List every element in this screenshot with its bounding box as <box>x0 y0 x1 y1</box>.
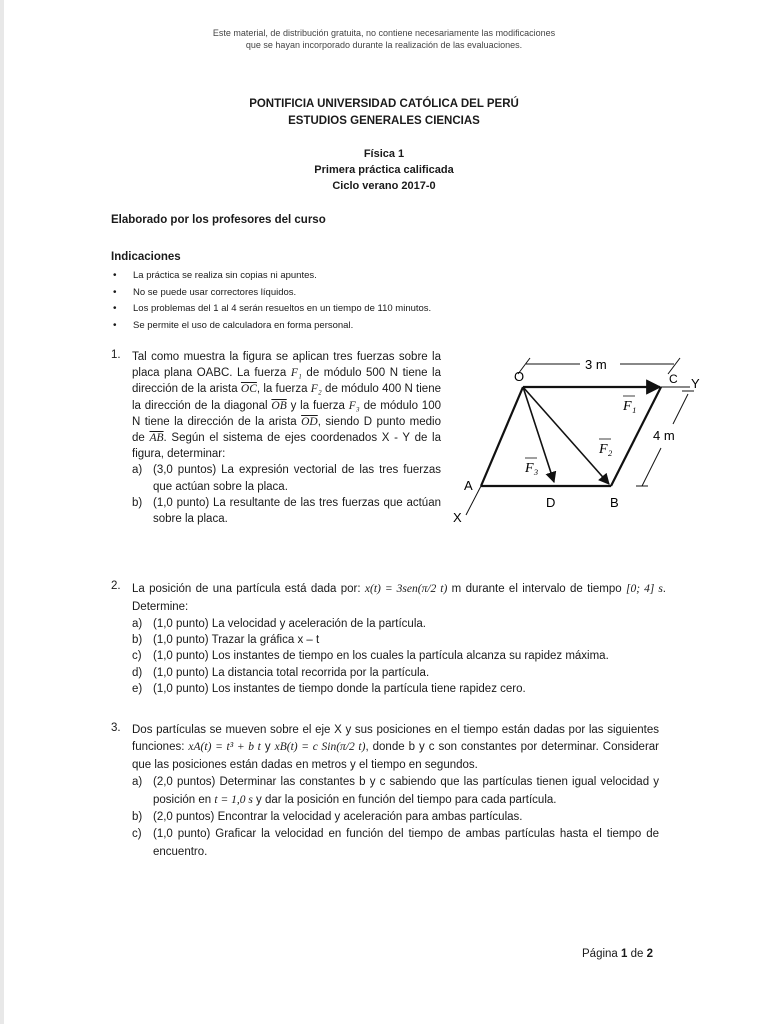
subitem <box>132 648 666 664</box>
subitem-text: (1,0 punto) La resultante de las tres fuerzas que actúan sobre la placa. <box>153 496 441 526</box>
subitem-label: b) <box>132 634 143 647</box>
statement-text: , la fuerza <box>256 383 311 396</box>
subitem-label: b) <box>132 496 143 509</box>
problem-1-subitems <box>132 462 441 527</box>
segment-ab: $\overline{AB}$ <box>149 432 164 445</box>
subitem-text: (1,0 punto) La distancia total recorrida por la partícula. <box>153 666 430 679</box>
problem-number: 1. <box>111 349 121 361</box>
problem-2 <box>111 580 666 697</box>
subitem-text: (2,0 puntos) Encontrar la velocidad y aceleración para ambas partículas. <box>153 811 523 824</box>
statement-text: La posición de una partícula está dada por: <box>132 583 365 595</box>
time-value: t = 1,0 s <box>214 793 253 806</box>
label-c: C <box>669 372 678 386</box>
subitem-text: (1,0 punto) La velocidad y aceleración de la partícula. <box>153 618 426 630</box>
label-f3: F₃ <box>525 461 539 476</box>
problem-2-subitems <box>132 616 666 697</box>
subitem-text: (1,0 punto) Los instantes de tiempo en los cuales la partícula alcanza su rapidez máxima. <box>153 650 609 663</box>
problem-3 <box>111 722 659 861</box>
subitem-label: c) <box>132 828 142 841</box>
equation-xa: xA(t) = t³ + b t <box>188 741 261 754</box>
problem-statement <box>132 580 666 616</box>
instruction-item: • Se permite el uso de calculadora en forma personal. <box>111 318 651 335</box>
edge-oa <box>481 387 523 486</box>
subitem-text: (1,0 punto) Los instantes de tiempo donde la partícula tiene rapidez cero. <box>153 682 526 695</box>
instruction-item: • No se puede usar correctores líquidos. <box>111 285 651 302</box>
studies-name: ESTUDIOS GENERALES CIENCIAS <box>288 115 480 127</box>
problem-number: 2. <box>111 580 121 592</box>
subitem-label: a) <box>132 776 143 789</box>
vector-f3: F₃ <box>348 399 360 412</box>
disclaimer-line-2: que se hayan incorporado durante la realización de las evaluaciones. <box>245 40 523 50</box>
statement-text: de módulo 100 N tiene la dirección de la arista <box>132 399 441 428</box>
statement-text: y la fuerza <box>286 399 349 412</box>
equation-xb: xB(t) = c Sin(π/2 t) <box>274 741 366 754</box>
problem-3-subitems <box>132 774 659 861</box>
subitem-text: y dar la posición en función del tiempo para cada partícula. <box>252 793 557 806</box>
statement-text: y <box>260 741 275 754</box>
subitem-label: c) <box>132 650 142 663</box>
subitem-label: d) <box>132 666 143 679</box>
statement-text: m durante el intervalo de tiempo <box>447 583 626 595</box>
statement-text: . Determine: <box>132 583 666 613</box>
force-plate-figure <box>448 350 708 528</box>
authors-line: Elaborado por los profesores del curso <box>111 214 326 226</box>
vector-f2: F₂ <box>310 383 322 396</box>
instruction-item: • Los problemas del 1 al 4 serán resueltos en un tiempo de 110 minutos. <box>111 301 651 318</box>
vector-ob: $\overline{OB}$ <box>271 399 287 412</box>
subitem-a <box>132 774 659 809</box>
total-pages: 2 <box>646 948 654 960</box>
subitem-label: a) <box>132 464 143 477</box>
subitem <box>132 616 666 632</box>
statement-text: Dos partículas se mueven sobre el eje X y sus posiciones en el tiempo están dadas por las siguientes funciones: <box>132 724 659 754</box>
dim-4m-line-top <box>673 394 688 424</box>
subitem <box>132 681 666 697</box>
university-name: PONTIFICIA UNIVERSIDAD CATÓLICA DEL PERÚ <box>249 98 519 110</box>
subitem <box>132 665 666 681</box>
cycle-name: Ciclo verano 2017-0 <box>332 180 436 192</box>
course-header <box>0 146 768 194</box>
label-o: O <box>514 369 525 384</box>
statement-text: Tal como muestra la figura se aplican tres fuerzas sobre la placa plana OABC. La fuerza <box>132 351 441 380</box>
vector-oc: $\overline{OC}$ <box>240 383 257 396</box>
label-a: A <box>464 478 473 493</box>
subitem-b <box>132 809 659 826</box>
subitem-text: (1,0 punto) Trazar la gráfica x – t <box>153 634 320 647</box>
subitem-text: (2,0 puntos) Determinar las constantes b y c sabiendo que las partículas tienen igual velocidad y posición en <box>153 776 659 806</box>
label-f1: F₁ <box>623 399 637 414</box>
label-b: B <box>610 495 619 510</box>
disclaimer-line-1: Este material, de distribución gratuita, no contiene necesariamente las modificaciones <box>212 28 556 38</box>
disclaimer <box>0 27 768 51</box>
problem-statement <box>132 722 659 774</box>
current-page: 1 <box>621 948 628 960</box>
time-interval: [0; 4] s <box>626 583 663 595</box>
page-footer <box>582 948 653 960</box>
label-f2: F₂ <box>599 442 613 457</box>
footer-middle: de <box>627 948 647 960</box>
instructions-title: Indicaciones <box>111 251 181 263</box>
dimension-4m: 4 m <box>653 428 675 443</box>
subitem-label: b) <box>132 811 143 824</box>
vector-od: $\overline{OD}$ <box>301 415 318 428</box>
footer-prefix: Página <box>582 948 622 960</box>
position-equation: x(t) = 3sen(π/2 t) <box>364 583 448 595</box>
label-x: X <box>453 510 462 525</box>
problem-statement <box>132 349 441 462</box>
label-y: Y <box>691 376 700 391</box>
label-d: D <box>546 495 556 510</box>
exam-name: Primera práctica calificada <box>314 164 454 176</box>
subitem-b <box>132 495 441 527</box>
subitem-label: a) <box>132 618 143 630</box>
instructions-list <box>111 268 651 334</box>
course-name: Física 1 <box>363 148 405 160</box>
statement-text: . Según el sistema de ejes coordenados X - Y de la figura, determinar: <box>132 432 441 461</box>
statement-text: de módulo 400 N tiene la dirección de la diagonal <box>132 383 441 412</box>
dim-4m-line-bottom <box>642 448 661 486</box>
statement-text: , donde b y c son constantes por determinar. Considerar que las posiciones están dadas en metros y el tiempo en segundos. <box>132 741 660 771</box>
subitem <box>132 632 666 648</box>
subitem-a <box>132 462 441 494</box>
statement-text: de módulo 500 N tiene la dirección de la arista <box>132 367 441 396</box>
subitem-label: e) <box>132 682 143 695</box>
problem-number: 3. <box>111 722 121 734</box>
university-header <box>0 96 768 130</box>
subitem-text: (3,0 puntos) La expresión vectorial de las tres fuerzas que actúan sobre la placa. <box>153 464 441 493</box>
subitem-text: (1,0 punto) Graficar la velocidad en función del tiempo de ambas partículas hasta el tiempo de encuentro. <box>153 828 659 858</box>
subitem-c <box>132 826 659 861</box>
dimension-3m: 3 m <box>585 357 607 372</box>
statement-text: , siendo D punto medio de <box>132 415 441 445</box>
instruction-item: • La práctica se realiza sin copias ni apuntes. <box>111 268 651 285</box>
problem-1 <box>111 349 441 527</box>
vector-f1: F₁ <box>290 367 302 380</box>
